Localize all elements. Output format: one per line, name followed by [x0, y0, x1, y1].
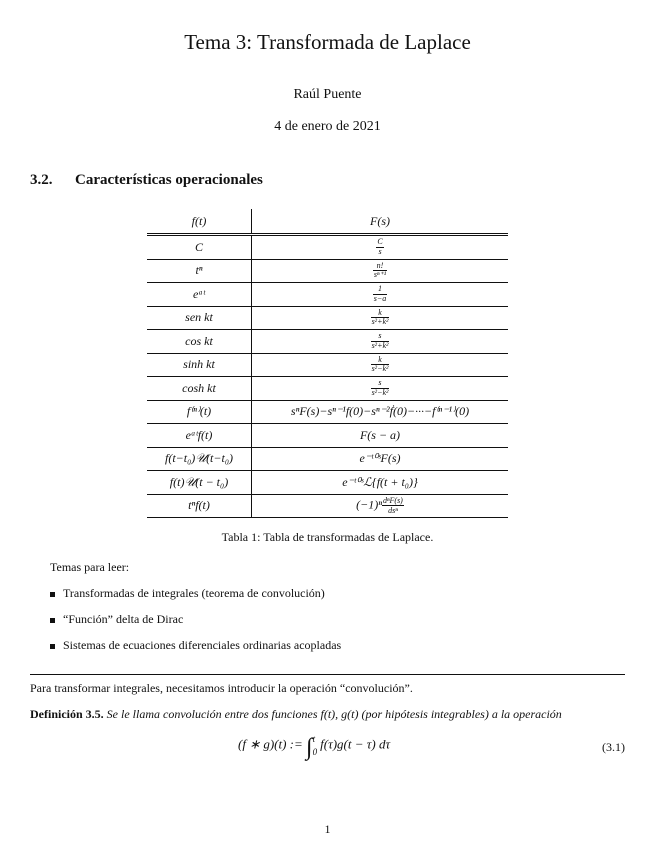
list-item-text: Sistemas de ecuaciones diferenciales ordinarias acopladas — [63, 638, 342, 652]
table-row — [147, 283, 508, 307]
header-F: F(s) — [252, 209, 509, 235]
cell-f: eᵃᵗf(t) — [147, 424, 252, 448]
frac-den: s²−k² — [371, 364, 389, 374]
topics-lead: Temas para leer: — [50, 560, 130, 574]
eq-rhs: f(τ)g(t − τ) dτ — [320, 736, 391, 752]
frac-num: k — [371, 309, 390, 318]
table-row — [147, 471, 508, 495]
laplace-table — [147, 209, 508, 518]
paragraph: Para transformar integrales, necesitamos introducir la operación “convolución”. — [30, 681, 413, 695]
list-item-text: “Función” delta de Dirac — [63, 612, 184, 626]
integral-upper: t — [312, 734, 316, 744]
frac-num: s — [371, 332, 390, 341]
cell-F: e⁻ᵗ⁰ˢF(s) — [252, 447, 509, 471]
cell-f: tⁿ — [147, 259, 252, 283]
frac-den: s²+k² — [371, 317, 389, 327]
table-row — [147, 447, 508, 471]
cell-F — [252, 330, 509, 354]
frac-den: sⁿ⁺¹ — [373, 270, 387, 280]
cell-F — [252, 494, 509, 518]
table-row — [147, 400, 508, 424]
cell-f: f(t−t₀)𝒰(t−t₀) — [147, 447, 252, 471]
convolution-equation — [238, 733, 390, 762]
document-title: Tema 3: Transformada de Laplace — [184, 30, 471, 54]
cell-f: f(t)𝒰(t − t₀) — [147, 471, 252, 495]
definition-label: Definición 3.5. — [30, 707, 104, 721]
table-caption: Tabla 1: Tabla de transformadas de Laplace. — [221, 530, 434, 544]
cell-F: sⁿF(s)−sⁿ⁻¹f(0)−sⁿ⁻²ḟ(0)−···−f⁽ⁿ⁻¹⁾(0) — [252, 400, 509, 424]
author: Raúl Puente — [293, 87, 362, 102]
frac-num: k — [371, 356, 390, 365]
table-row — [147, 424, 508, 448]
frac-den: s−a — [373, 293, 387, 303]
cell-f: cosh kt — [147, 377, 252, 401]
definition — [30, 706, 625, 722]
list-item — [50, 586, 325, 601]
table-row — [147, 494, 508, 518]
table-row — [147, 353, 508, 377]
cell-F: e⁻ᵗ⁰ˢℒ{f(t + t₀)} — [252, 471, 509, 495]
cell-F — [252, 353, 509, 377]
cell-F — [252, 377, 509, 401]
frac-den: dsⁿ — [388, 506, 398, 516]
frac-num: s — [371, 379, 390, 388]
list-item — [50, 638, 341, 653]
cell-f: sen kt — [147, 306, 252, 330]
section-heading — [30, 172, 263, 189]
cell-f: cos kt — [147, 330, 252, 354]
frac-den: s²+k² — [371, 340, 389, 350]
bullet-icon — [50, 644, 55, 649]
frac-num: 1 — [373, 285, 388, 294]
table-header-row — [147, 209, 508, 235]
date: 4 de enero de 2021 — [274, 119, 381, 134]
bullet-icon — [50, 592, 55, 597]
bullet-icon — [50, 618, 55, 623]
cell-f: eᵃᵗ — [147, 283, 252, 307]
frac-num: C — [377, 237, 383, 247]
cell-f: tⁿf(t) — [147, 494, 252, 518]
cell-F — [252, 235, 509, 260]
header-f: f(t) — [147, 209, 252, 235]
cell-f: f⁽ⁿ⁾(t) — [147, 400, 252, 424]
definition-text: Se le llama convolución entre dos funciones f(t), g(t) (por hipótesis integrables) a la operación — [106, 707, 562, 721]
table-row — [147, 330, 508, 354]
cell-F — [252, 283, 509, 307]
cell-F — [252, 306, 509, 330]
list-item-text: Transformadas de integrales (teorema de convolución) — [63, 586, 325, 600]
page-number: 1 — [324, 822, 331, 836]
table-row — [147, 306, 508, 330]
integral-sign: ∫ — [306, 734, 313, 761]
frac-num: n! — [373, 262, 387, 271]
integral-lower: 0 — [312, 746, 318, 757]
cell-f: C — [147, 235, 252, 260]
cell-F: F(s − a) — [252, 424, 509, 448]
section-title: Características operacionales — [75, 172, 263, 188]
frac-den: s — [378, 246, 382, 256]
eq-lhs: (f ∗ g)(t) := — [238, 736, 303, 752]
table-row — [147, 235, 508, 260]
cell-F — [252, 259, 509, 283]
section-number: 3.2. — [30, 172, 53, 188]
list-item — [50, 612, 183, 627]
frac-den: s²−k² — [371, 387, 389, 397]
equation-number: (3.1) — [602, 740, 625, 754]
table-row — [147, 259, 508, 283]
cell-prefix: (−1)ⁿ — [356, 497, 382, 512]
cell-f: sinh kt — [147, 353, 252, 377]
frac-num: dⁿF(s) — [383, 496, 403, 506]
horizontal-rule — [30, 674, 625, 675]
table-row — [147, 377, 508, 401]
